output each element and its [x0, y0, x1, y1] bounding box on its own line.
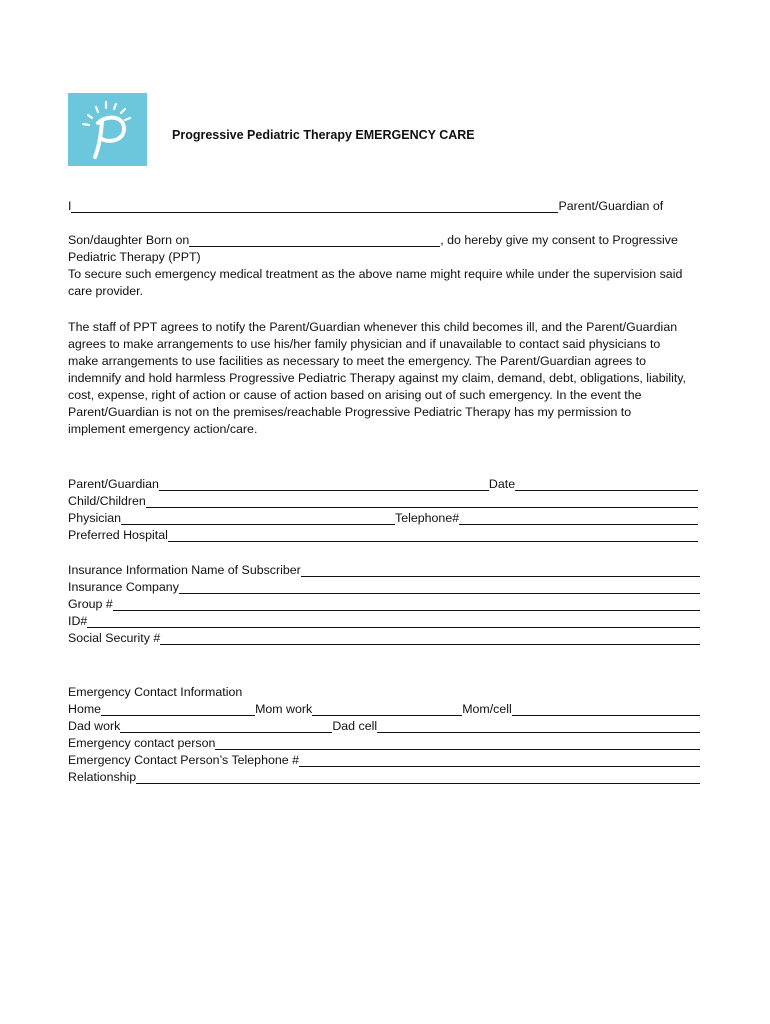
contact-person-label: Emergency contact person [68, 736, 216, 750]
insurance-company-field[interactable] [179, 580, 700, 594]
parent-guardian-label: Parent/Guardian [68, 477, 159, 491]
mom-cell-field[interactable] [512, 702, 700, 716]
dad-work-field[interactable] [120, 719, 332, 733]
dad-work-label: Dad work [68, 719, 121, 733]
agreement-line: indemnify and hold harmless Progressive Pediatric Therapy against my claim, demand, debt, obligations, liability, [68, 371, 687, 385]
mom-work-field[interactable] [312, 702, 462, 716]
agreement-line: The staff of PPT agrees to notify the Parent/Guardian whenever this child becomes ill, and the Parent/Guardian [68, 320, 678, 334]
relationship-label: Relationship [68, 770, 137, 784]
id-label: ID# [68, 614, 88, 628]
emergency-section [68, 684, 700, 786]
agreement-paragraph [68, 319, 718, 438]
telephone-label: Telephone# [395, 511, 460, 525]
dad-cell-label: Dad cell [332, 719, 378, 733]
date-field[interactable] [515, 477, 698, 491]
child-children-label: Child/Children [68, 494, 146, 508]
ssn-field[interactable] [160, 631, 700, 645]
consent-line-3: Pediatric Therapy (PPT) [68, 250, 201, 264]
consent-label: , do hereby give my consent to Progressive [440, 233, 678, 247]
insurance-section [68, 562, 700, 647]
contact-phone-label: Emergency Contact Person’s Telephone # [68, 753, 299, 767]
mom-cell-label: Mom/cell [462, 702, 512, 716]
contact-phone-field[interactable] [299, 753, 700, 767]
mom-work-label: Mom work [255, 702, 313, 716]
preferred-hospital-field[interactable] [168, 528, 698, 542]
agreement-line: Parent/Guardian is not on the premises/reachable Progressive Pediatric Therapy has my permission to [68, 405, 632, 419]
agreement-line: make arrangements to use facilities as necessary to meet the emergency. The Parent/Guardian agrees to [68, 354, 647, 368]
id-field[interactable] [87, 614, 700, 628]
agreement-line: cost, expense, right of action or cause of action based on arising out of such emergency. In the event the [68, 388, 642, 402]
child-info-section [68, 476, 698, 544]
guardian-name-field[interactable] [71, 199, 558, 213]
agreement-line: implement emergency action/care. [68, 422, 258, 436]
parent-guardian-of-label: Parent/Guardian of [558, 199, 664, 213]
ssn-label: Social Security # [68, 631, 161, 645]
guardian-name-row [68, 198, 704, 215]
ppt-logo [68, 93, 147, 166]
consent-line-5: care provider. [68, 284, 144, 298]
subscriber-field[interactable] [301, 563, 700, 577]
guardian-prefix: I [68, 199, 72, 213]
relationship-field[interactable] [136, 770, 700, 784]
emergency-heading: Emergency Contact Information [68, 685, 243, 699]
consent-line-4: To secure such emergency medical treatment as the above name might require while under the supervision said [68, 267, 683, 281]
dad-cell-field[interactable] [377, 719, 700, 733]
ppt-logo-graphic [68, 93, 147, 166]
physician-field[interactable] [121, 511, 395, 525]
group-label: Group # [68, 597, 113, 611]
home-label: Home [68, 702, 102, 716]
contact-person-field[interactable] [215, 736, 700, 750]
insurance-company-label: Insurance Company [68, 580, 179, 594]
date-label: Date [488, 477, 516, 491]
agreement-line: agrees to make arrangements to use his/her family physician and if unavailable to contact said physicians to [68, 337, 661, 351]
parent-guardian-field[interactable] [159, 477, 489, 491]
preferred-hospital-label: Preferred Hospital [68, 528, 168, 542]
consent-paragraph [68, 232, 704, 300]
home-field[interactable] [101, 702, 255, 716]
birth-date-field[interactable] [189, 233, 440, 247]
subscriber-label: Insurance Information Name of Subscriber [68, 563, 301, 577]
born-on-label: Son/daughter Born on [68, 233, 190, 247]
child-children-field[interactable] [146, 494, 698, 508]
telephone-field[interactable] [459, 511, 698, 525]
physician-label: Physician [68, 511, 122, 525]
group-field[interactable] [113, 597, 700, 611]
form-title: Progressive Pediatric Therapy EMERGENCY CARE [172, 128, 475, 142]
